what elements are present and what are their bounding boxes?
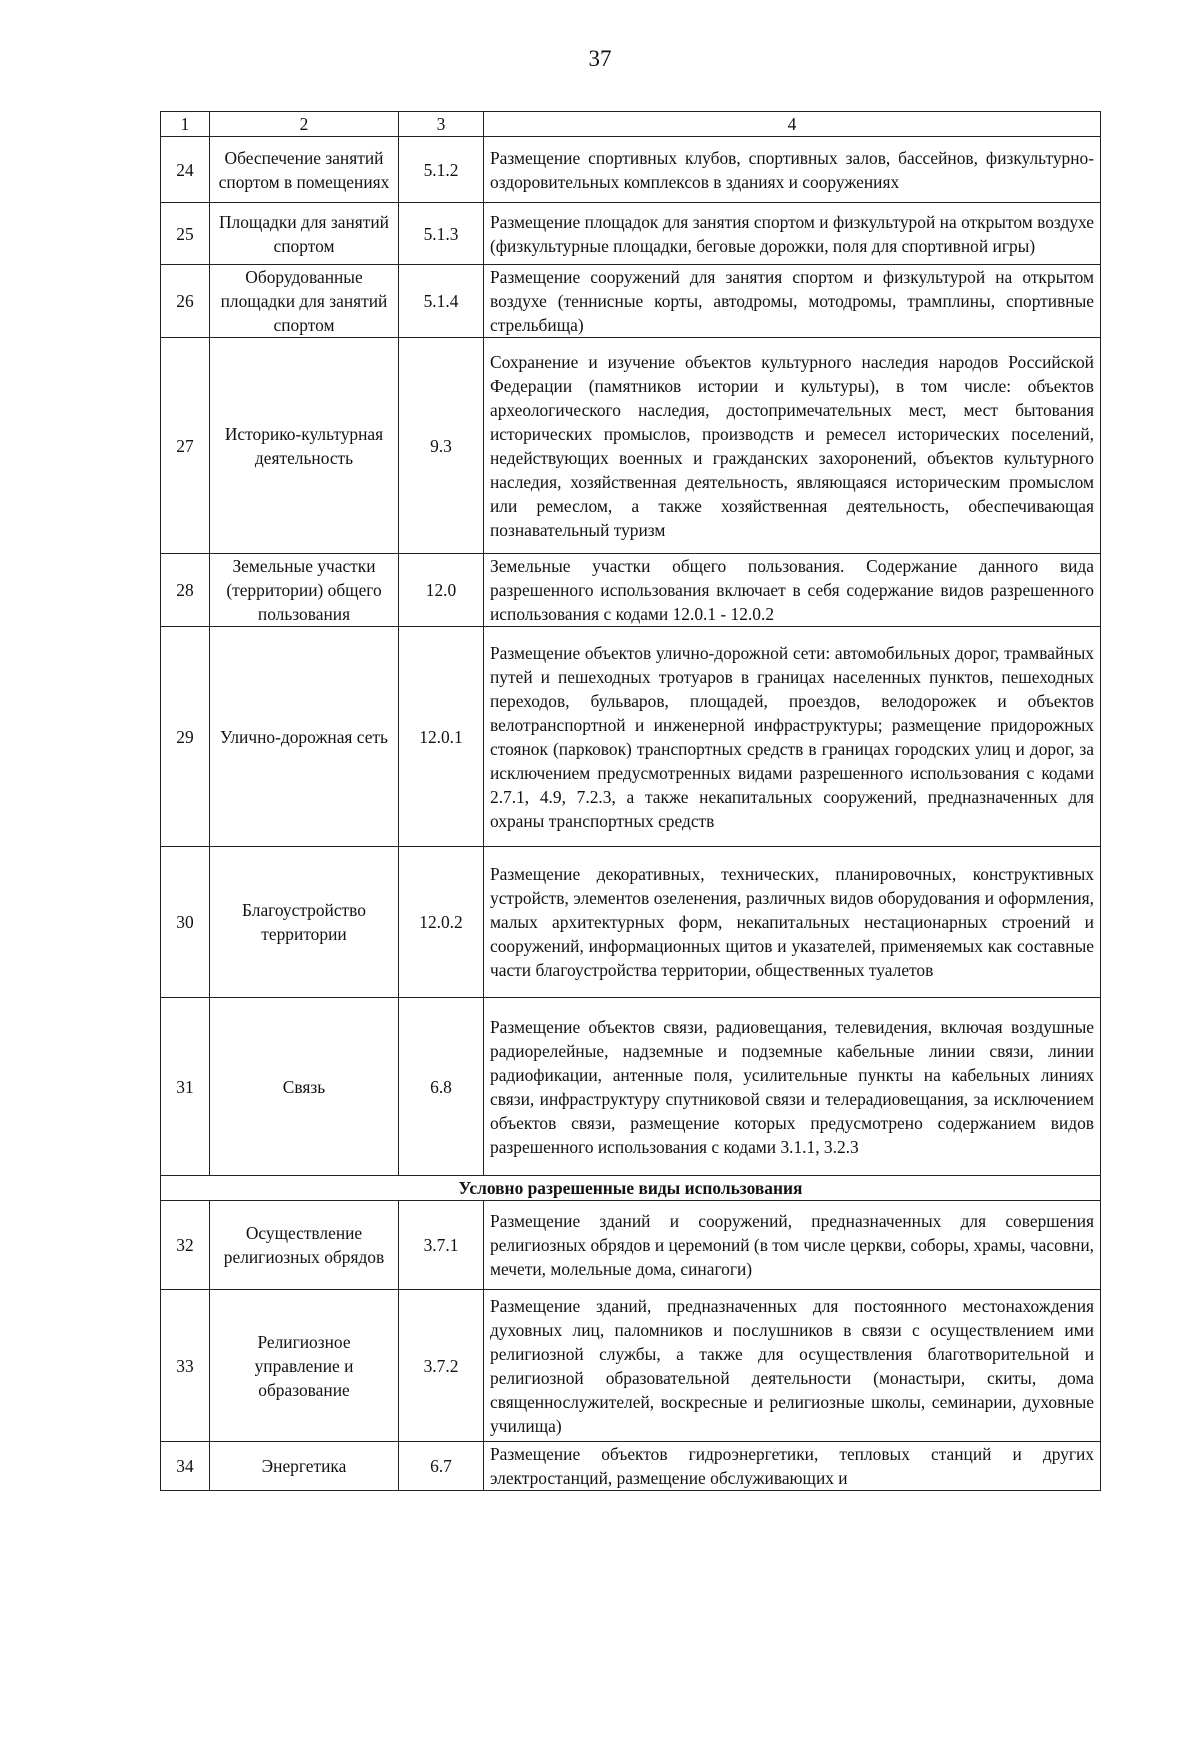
row-number: 33 [161,1290,210,1442]
row-code: 3.7.2 [399,1290,484,1442]
row-number: 32 [161,1201,210,1290]
row-name: Благоустройство территории [210,847,399,998]
table-row [161,627,1101,847]
row-name: Историко-культурная деятельность [210,338,399,554]
row-description: Сохранение и изучение объектов культурного наследия народов Российской Федерации (памятников истории и культуры), в том числе: объектов археологического наследия, достопримечательных мест, мест бытования исторических промыслов, производств и ремесел исторических поселений, недействующих военных и гражданских захоронений, объектов культурного наследия, хозяйственная деятельность, являющаяся историческим промыслом или ремеслом, а также хозяйственная деятельность, обеспечивающая познавательный туризм [484,338,1101,554]
row-number: 30 [161,847,210,998]
row-name: Осуществление религиозных обрядов [210,1201,399,1290]
row-code: 5.1.3 [399,203,484,265]
row-number: 25 [161,203,210,265]
row-description: Размещение объектов гидроэнергетики, тепловых станций и других электростанций, размещение обслуживающих и [484,1442,1101,1491]
row-name: Площадки для занятий спортом [210,203,399,265]
table-row [161,265,1101,338]
table-row [161,1290,1101,1442]
row-code: 5.1.2 [399,137,484,203]
row-number: 31 [161,998,210,1176]
row-description: Размещение сооружений для занятия спортом и физкультурой на открытом воздухе (теннисные корты, автодромы, мотодромы, трамплины, спортивные стрельбища) [484,265,1101,338]
row-code: 12.0 [399,554,484,627]
table-header-row [161,112,1101,137]
row-code: 12.0.1 [399,627,484,847]
row-description: Земельные участки общего пользования. Содержание данного вида разрешенного использования включает в себя содержание видов разрешенного использования с кодами 12.0.1 - 12.0.2 [484,554,1101,627]
row-number: 24 [161,137,210,203]
row-name: Улично-дорожная сеть [210,627,399,847]
table-row [161,998,1101,1176]
row-description: Размещение зданий, предназначенных для постоянного местонахождения духовных лиц, паломников и послушников в связи с осуществлением ими религиозной службы, а также для осуществления благотворительной и религиозной образовательной деятельности (монастыри, скиты, дома священнослужителей, воскресные и религиозные школы, семинарии, духовные училища) [484,1290,1101,1442]
row-description: Размещение спортивных клубов, спортивных залов, бассейнов, физкультурно-оздоровительных комплексов в зданиях и сооружениях [484,137,1101,203]
row-code: 3.7.1 [399,1201,484,1290]
page-number: 37 [588,46,612,71]
row-name: Земельные участки (территории) общего пользования [210,554,399,627]
section-title: Условно разрешенные виды использования [161,1176,1101,1201]
row-code: 12.0.2 [399,847,484,998]
row-code: 6.8 [399,998,484,1176]
table-row [161,1201,1101,1290]
header-col-4: 4 [484,112,1101,137]
row-description: Размещение площадок для занятия спортом и физкультурой на открытом воздухе (физкультурные площадки, беговые дорожки, поля для спортивной игры) [484,203,1101,265]
land-use-table [160,111,1101,1491]
row-number: 27 [161,338,210,554]
row-description: Размещение декоративных, технических, планировочных, конструктивных устройств, элементов озеленения, различных видов оборудования и оформления, малых архитектурных форм, некапитальных нестационарных строений и сооружений, информационных щитов и указателей, применяемых как составные части благоустройства территории, общественных туалетов [484,847,1101,998]
row-code: 6.7 [399,1442,484,1491]
header-col-2: 2 [210,112,399,137]
row-name: Обеспечение занятий спортом в помещениях [210,137,399,203]
table-row [161,338,1101,554]
row-name: Связь [210,998,399,1176]
table-row [161,554,1101,627]
row-name: Оборудованные площадки для занятий спортом [210,265,399,338]
table-row [161,203,1101,265]
row-name: Религиозное управление и образование [210,1290,399,1442]
row-code: 5.1.4 [399,265,484,338]
section-row [161,1176,1101,1201]
row-code: 9.3 [399,338,484,554]
row-description: Размещение зданий и сооружений, предназначенных для совершения религиозных обрядов и церемоний (в том числе церкви, соборы, храмы, часовни, мечети, молельные дома, синагоги) [484,1201,1101,1290]
table-row [161,1442,1101,1491]
row-description: Размещение объектов улично-дорожной сети: автомобильных дорог, трамвайных путей и пешеходных тротуаров в границах населенных пунктов, пешеходных переходов, бульваров, площадей, проездов, велодорожек и объектов велотранспортной и инженерной инфраструктуры; размещение придорожных стоянок (парковок) транспортных средств в границах городских улиц и дорог, за исключением предусмотренных видами разрешенного использования с кодами 2.7.1, 4.9, 7.2.3, а также некапитальных сооружений, предназначенных для охраны транспортных средств [484,627,1101,847]
row-number: 34 [161,1442,210,1491]
header-col-3: 3 [399,112,484,137]
table-row [161,847,1101,998]
row-number: 28 [161,554,210,627]
row-name: Энергетика [210,1442,399,1491]
row-number: 29 [161,627,210,847]
header-col-1: 1 [161,112,210,137]
table-row [161,137,1101,203]
row-number: 26 [161,265,210,338]
row-description: Размещение объектов связи, радиовещания, телевидения, включая воздушные радиорелейные, надземные и подземные кабельные линии связи, линии радиофикации, антенные поля, усилительные пункты на кабельных линиях связи, инфраструктуру спутниковой связи и телерадиовещания, за исключением объектов связи, размещение которых предусмотрено содержанием видов разрешенного использования с кодами 3.1.1, 3.2.3 [484,998,1101,1176]
